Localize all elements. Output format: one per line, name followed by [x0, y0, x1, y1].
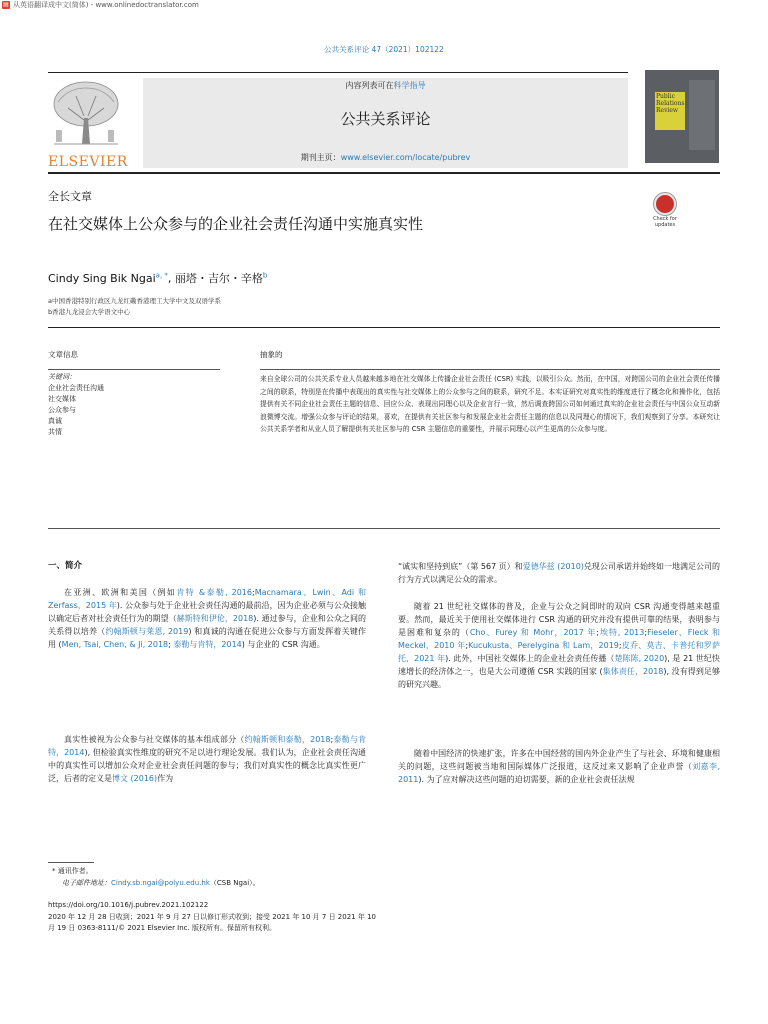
email-suffix: （CSB Ngai）。	[209, 879, 260, 887]
affiliation-a-text: 中国香港特别行政区九龙红磡香港理工大学中文及双语学系	[51, 297, 221, 305]
paragraph-text: 随着 21 世纪社交媒体的普及，企业与公众之间即时的双向 CSR 沟通变得越来越重要。然而，最近关于使用社交媒体进行 CSR 沟通的研究并没有提供可靠的结果，表明参与是困难和复杂的（	[398, 602, 720, 637]
author-list	[48, 270, 267, 286]
citation-link[interactable]: 博文 (2016)	[112, 774, 158, 783]
cover-line-1: Public	[656, 93, 675, 100]
citation-link[interactable]: 肯特 &泰勒, 2016	[176, 588, 252, 597]
affiliation-a-mark: a	[48, 297, 52, 305]
keyword-2: 社交媒体	[48, 395, 76, 403]
elsevier-tree-icon	[48, 78, 124, 148]
check-updates-icon	[654, 193, 676, 215]
paragraph-text: 真实性被视为公众参与社交媒体的基本组成部分（	[64, 735, 245, 744]
affiliation-b-mark: b	[48, 308, 53, 316]
paragraph-text: 在亚洲、欧洲和美国（例如	[64, 588, 177, 597]
affiliation-rule	[48, 327, 720, 328]
citation-link[interactable]: Fieseler、Fleck 和 Meckel，2010 年	[398, 628, 720, 650]
contents-line	[143, 80, 628, 91]
check-updates-line-2: updates	[654, 222, 676, 228]
citation-link[interactable]: Men, Tsai, Chen, & Ji, 2018	[61, 640, 169, 649]
author-separator: ,	[167, 272, 175, 285]
article-type: 全长文章	[48, 190, 92, 203]
keyword-5: 共情	[48, 428, 62, 436]
corresponding-note: * 通讯作者。	[52, 867, 93, 875]
paragraph-text: 作为	[157, 774, 174, 783]
left-paragraph-1	[48, 586, 366, 651]
author-1-marks[interactable]: a, *	[155, 271, 168, 280]
sciencedirect-link[interactable]: 科学指导	[393, 81, 426, 90]
email-label: 电子邮件地址：	[62, 879, 111, 887]
translator-logo-icon: ▤	[3, 1, 9, 8]
translator-text[interactable]: 从英语翻译成中文(简体) - www.onlinedoctranslator.com	[13, 1, 199, 9]
contents-prefix: 内容列表可在	[345, 81, 394, 90]
right-paragraph-2	[398, 600, 720, 691]
homepage-prefix: 期刊主页：	[300, 153, 341, 162]
author-2-name[interactable]: 丽塔・吉尔・辛格	[174, 272, 263, 285]
doi-link[interactable]: https://doi.org/10.1016/j.pubrev.2021.102122	[48, 901, 209, 909]
paragraph-text: ). 公众参与处于企业社会责任沟通的最前沿，因为企业必须与公众接触以确定后者对社会责任行为的期望（	[48, 601, 366, 623]
citation-link[interactable]: Cho、Furey 和 Mohr，2017 年	[469, 628, 597, 637]
author-2-marks[interactable]: b	[262, 271, 268, 280]
paragraph-text: ;	[168, 640, 174, 649]
keyword-4: 真诚	[48, 417, 62, 425]
paragraph-text: 随着中国经济的快速扩张，许多在中国经营的国内外企业产生了与社会、环境和健康相关的问题，这些问题被当地和国际媒体广泛报道，这反过来又影响了企业声誉（	[398, 749, 720, 771]
abstract-label: 抽象的	[260, 350, 283, 359]
paragraph-text: ), 但检验真实性维度的研究不足以进行理论发展。我们认为，企业社会责任沟通中的真实性可以增加公众对企业社会责任问题的参与；我们对真实性的概念比真实性更广泛，后者的定义是	[48, 748, 366, 783]
intro-heading: 一、简介	[48, 561, 83, 571]
header-bottom-rule	[48, 172, 720, 174]
keyword-3: 公众参与	[48, 406, 76, 414]
header-top-rule	[48, 72, 628, 73]
paragraph-text: ) 与企业的 CSR 沟通。	[241, 640, 325, 649]
abstract-rule	[260, 369, 720, 370]
right-paragraph-3	[398, 747, 720, 786]
intro-section	[48, 560, 366, 573]
citation-link[interactable]: 约翰斯顿与莱恩, 2019	[105, 627, 189, 636]
cover-line-2: Relations	[656, 100, 685, 107]
citation-link[interactable]: Kucukusta、Perelygina 和 Lam，2019	[468, 641, 619, 650]
citation-link[interactable]: 刘嘉李, 2011	[398, 762, 720, 784]
footnote-rule	[48, 862, 94, 863]
paragraph-text: ). 为了应对解决这些问题的迫切需要，新的企业社会责任法规	[418, 775, 635, 784]
citation-link[interactable]: 皮乔、莫吉、卡普托和罗萨托，2021 年	[398, 641, 721, 663]
abstract-text: 来自全球公司的公共关系专业人员越来越多地在社交媒体上传播企业社会责任 (CSR) 实践，以吸引公众。然而，在中国，对跨国公司的企业社会责任传播之间的联系，特别是在传播中表现出的真实性与社交媒体上的公众参与之间的联系，研究不足。本实证研究对真实性的维度进行了概念化和操作化，包括提供有关不同企业社会责任主题的信息、回应公众、表现出同理心以及企业言行一致，然后调查跨国公司如何通过真实的企业社会责任与中国公众互动新浪微博交流。增强公众参与评论的结果，喜欢，在提供有关社区参与和发展企业社会责任主题的信息以及同理心的情况下，我们观察到了分享。本研究让公共关系学者和从业人员了解提供有关社区参与的 CSR 主题信息的重要性，并展示同理心以产生更高的公众参与度。	[260, 375, 720, 433]
paragraph-text: ), 没有得到足够的研究兴趣。	[398, 667, 720, 689]
keywords-label: 关键词：	[48, 373, 76, 381]
citation-link[interactable]: 约翰斯顿和泰勒，2018	[244, 735, 331, 744]
paragraph-text: ). 通过参与，企业和公众之间的关系得以培养（	[48, 614, 367, 636]
journal-title: 公共关系评论	[340, 110, 431, 128]
check-updates-line-1: Check for	[653, 216, 677, 222]
left-paragraph-2	[48, 733, 366, 785]
affiliation-b-text: 香港九龙浸会大学语文中心	[52, 308, 131, 316]
paragraph-text: ;	[596, 628, 599, 637]
paragraph-text: ;	[465, 641, 469, 650]
check-for-updates-button[interactable]	[646, 193, 684, 227]
email-link[interactable]: Cindy.sb.ngai@polyu.edu.hk	[111, 879, 210, 887]
citation-link[interactable]: 赫斯特和伊伦，2018	[176, 614, 254, 623]
elsevier-logo	[48, 78, 126, 168]
email-line	[62, 878, 260, 889]
citation-link[interactable]: 泰勒与肯特，2014	[173, 640, 242, 649]
keyword-1: 企业社会责任沟通	[48, 384, 104, 392]
affiliation-a	[48, 296, 221, 305]
paragraph-text: “诚实和坚持到底”（第 567 页）和	[398, 562, 523, 571]
right-paragraph-1	[398, 560, 720, 586]
journal-homepage	[143, 152, 628, 163]
cover-text	[656, 93, 684, 114]
paragraph-text: ;	[644, 628, 648, 637]
paragraph-text: ;	[251, 588, 255, 597]
translator-bar	[0, 0, 199, 10]
citation-link[interactable]: 集体责任，2018	[602, 667, 664, 676]
paragraph-text: ) 和真诚的沟通在促进公众参与方面发挥着关键作用 (	[48, 627, 367, 649]
article-info-rule	[48, 369, 220, 370]
paragraph-text: ). 此外，中国社交媒体上的企业社会责任传播（	[445, 654, 615, 663]
journal-reference[interactable]: 公共关系评论 47（2021）102122	[324, 45, 444, 54]
cover-line-3: Review	[656, 107, 679, 114]
paragraph-text: ;	[330, 735, 334, 744]
paragraph-text: ;	[618, 641, 622, 650]
paragraph-text: 兑现公司承诺并始终如一地满足公司的行为方式以满足公众的需求。	[398, 562, 720, 584]
body-top-rule	[48, 528, 720, 529]
journal-cover-image[interactable]	[645, 70, 719, 163]
article-history: 2020 年 12 月 28 日收到；2021 年 9 月 27 日以修订形式收到；接受 2021 年 10 月 7 日 2021 年 10 月 19 日 0363-8111/© 2021 Elsevier Inc. 版权所有。保留所有权利。	[48, 913, 376, 932]
author-1-name[interactable]: Cindy Sing Bik Ngai	[48, 272, 156, 285]
citation-link[interactable]: 楚陈陈, 2020	[614, 654, 665, 663]
citation-link[interactable]: 爱德华兹 (2010)	[522, 562, 584, 571]
citation-link[interactable]: 泰勒与肯特，2014	[48, 735, 367, 757]
citation-link[interactable]: 埃特, 2013	[599, 628, 645, 637]
paragraph-text: ), 是 21 世纪快速增长的经济体之一，也是大公司遵循 CSR 实践的国家 (	[398, 654, 720, 676]
citation-link[interactable]: Macnamara、Lwin、Adi 和 Zerfass，2015 年	[48, 588, 366, 610]
elsevier-wordmark: ELSEVIER	[48, 154, 128, 170]
homepage-link[interactable]: www.elsevier.com/locate/pubrev	[340, 153, 471, 162]
affiliation-b	[48, 307, 130, 316]
cover-stripe	[689, 80, 715, 150]
article-info-label: 文章信息	[48, 350, 78, 359]
article-title: 在社交媒体上公众参与的企业社会责任沟通中实施真实性	[48, 215, 424, 233]
